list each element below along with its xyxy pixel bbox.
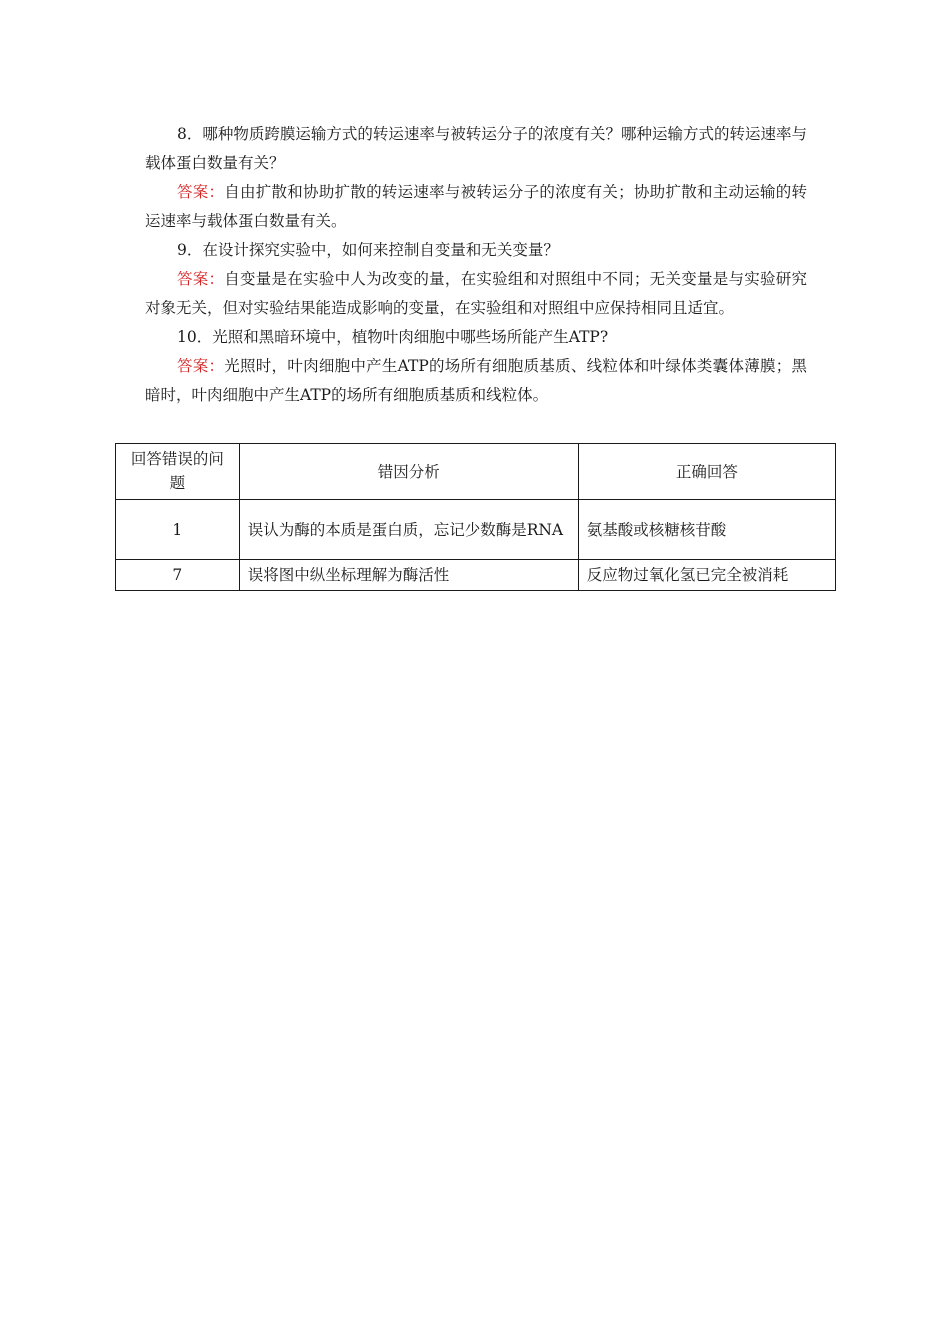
correct-cell: 反应物过氧化氢已完全被消耗 [578, 560, 835, 591]
question-no-cell: 7 [116, 560, 240, 591]
answer-10 [145, 352, 807, 410]
answer-label: 答案： [177, 183, 225, 201]
header-question-no: 回答错误的问题 [116, 444, 240, 500]
answer-text: 光照时，叶肉细胞中产生ATP的场所有细胞质基质、线粒体和叶绿体类囊体薄膜；黑暗时，叶肉细胞中产生ATP的场所有细胞质基质和线粒体。 [145, 357, 807, 404]
header-correct-answer: 正确回答 [578, 444, 835, 500]
error-analysis-table [115, 443, 836, 591]
question-no-cell: 1 [116, 500, 240, 560]
answer-text: 自由扩散和协助扩散的转运速率与被转运分子的浓度有关；协助扩散和主动运输的转运速率与载体蛋白数量有关。 [145, 183, 807, 230]
question-8: 8．哪种物质跨膜运输方式的转运速率与被转运分子的浓度有关？哪种运输方式的转运速率与载体蛋白数量有关？ [145, 125, 807, 172]
analysis-cell: 误将图中纵坐标理解为酶活性 [239, 560, 578, 591]
answer-text: 自变量是在实验中人为改变的量，在实验组和对照组中不同；无关变量是与实验研究对象无关，但对实验结果能造成影响的变量，在实验组和对照组中应保持相同且适宜。 [145, 270, 807, 317]
table-header-row [116, 444, 836, 500]
correct-cell: 氨基酸或核糖核苷酸 [578, 500, 835, 560]
header-error-analysis: 错因分析 [239, 444, 578, 500]
table-row [116, 500, 836, 560]
table-row [116, 560, 836, 591]
qa-section [145, 120, 807, 410]
answer-label: 答案： [177, 270, 225, 288]
question-9: 9．在设计探究实验中，如何来控制自变量和无关变量？ [177, 241, 559, 259]
analysis-cell: 误认为酶的本质是蛋白质，忘记少数酶是RNA [239, 500, 578, 560]
answer-8 [145, 178, 807, 236]
answer-9 [145, 265, 807, 323]
answer-label: 答案： [177, 357, 225, 375]
question-10: 10．光照和黑暗环境中，植物叶肉细胞中哪些场所能产生ATP? [177, 328, 609, 346]
